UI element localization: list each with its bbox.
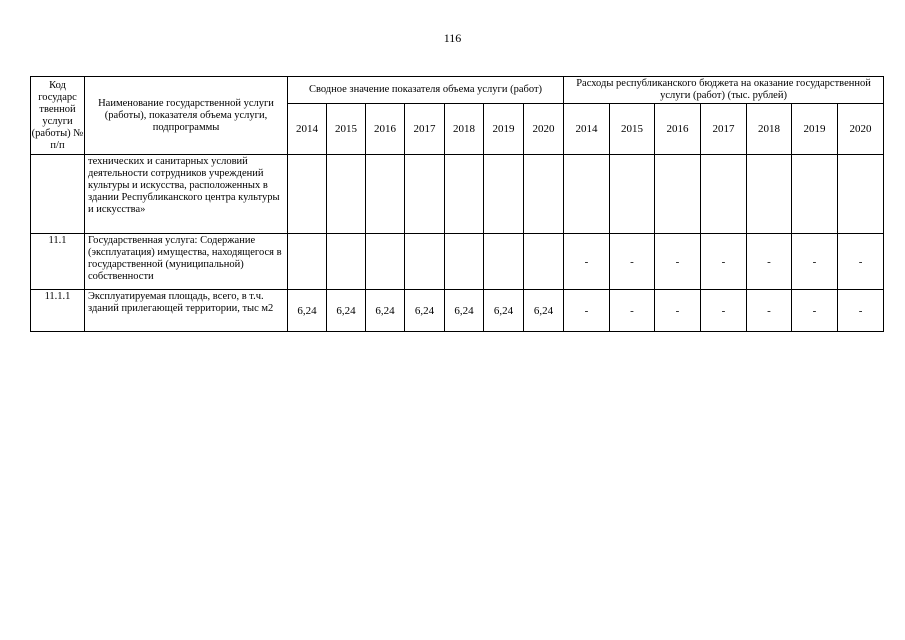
volume-cell <box>366 234 405 290</box>
expense-cell <box>838 155 884 234</box>
header-expense-year: 2015 <box>610 104 655 155</box>
volume-cell: 6,24 <box>327 290 366 332</box>
header-expense-year: 2017 <box>701 104 747 155</box>
volume-cell: 6,24 <box>366 290 405 332</box>
header-volume-group: Сводное значение показателя объема услуги (работ) <box>288 77 564 104</box>
page-number: 116 <box>443 31 462 45</box>
header-expense-year: 2014 <box>564 104 610 155</box>
volume-cell: 6,24 <box>288 290 327 332</box>
expense-cell: - <box>747 234 792 290</box>
expense-cell: - <box>792 290 838 332</box>
expense-cell: - <box>701 234 747 290</box>
header-expense-year: 2020 <box>838 104 884 155</box>
table-row <box>31 234 884 290</box>
expense-cell: - <box>655 290 701 332</box>
expense-cell <box>701 155 747 234</box>
table-row <box>31 155 884 234</box>
expense-cell: - <box>564 234 610 290</box>
volume-cell <box>445 155 484 234</box>
volume-cell: 6,24 <box>405 290 445 332</box>
row-name: Государственная услуга: Содержание (эксплуатация) имущества, находящегося в государственной (муниципальной) собственности <box>85 234 288 290</box>
row-name: Эксплуатируемая площадь, всего, в т.ч. зданий прилегающей территории, тыс м2 <box>85 290 288 332</box>
header-expense-year: 2016 <box>655 104 701 155</box>
header-volume-year: 2018 <box>445 104 484 155</box>
expense-cell: - <box>838 290 884 332</box>
expense-cell: - <box>610 290 655 332</box>
header-volume-year: 2017 <box>405 104 445 155</box>
volume-cell: 6,24 <box>484 290 524 332</box>
volume-cell <box>524 234 564 290</box>
expense-cell: - <box>610 234 655 290</box>
header-expense-year: 2018 <box>747 104 792 155</box>
header-expense-year: 2019 <box>792 104 838 155</box>
volume-cell <box>288 234 327 290</box>
budget-table <box>30 76 884 332</box>
header-expense-group: Расходы республиканского бюджета на оказание государственной услуги (работ) (тыс. рублей) <box>564 77 884 104</box>
volume-cell <box>445 234 484 290</box>
header-volume-year: 2019 <box>484 104 524 155</box>
volume-cell <box>484 234 524 290</box>
header-volume-year: 2020 <box>524 104 564 155</box>
row-name: технических и санитарных условий деятельности сотрудников учреждений культуры и искусства, расположенных в здании Республиканского центра культуры и искусства» <box>85 155 288 234</box>
header-volume-year: 2014 <box>288 104 327 155</box>
expense-cell <box>564 155 610 234</box>
table-row <box>31 290 884 332</box>
expense-cell: - <box>701 290 747 332</box>
volume-cell: 6,24 <box>524 290 564 332</box>
volume-cell <box>327 155 366 234</box>
expense-cell <box>655 155 701 234</box>
header-row-top <box>31 77 884 104</box>
header-volume-year: 2015 <box>327 104 366 155</box>
volume-cell <box>405 234 445 290</box>
volume-cell: 6,24 <box>445 290 484 332</box>
expense-cell: - <box>747 290 792 332</box>
row-code: 11.1.1 <box>31 290 85 332</box>
expense-cell: - <box>655 234 701 290</box>
volume-cell <box>327 234 366 290</box>
volume-cell <box>524 155 564 234</box>
header-name: Наименование государственной услуги (работы), показателя объема услуги, подпрограммы <box>85 77 288 155</box>
expense-cell <box>792 155 838 234</box>
expense-cell <box>747 155 792 234</box>
row-code <box>31 155 85 234</box>
expense-cell: - <box>564 290 610 332</box>
volume-cell <box>484 155 524 234</box>
row-code: 11.1 <box>31 234 85 290</box>
expense-cell: - <box>792 234 838 290</box>
header-volume-year: 2016 <box>366 104 405 155</box>
volume-cell <box>288 155 327 234</box>
expense-cell: - <box>838 234 884 290</box>
expense-cell <box>610 155 655 234</box>
volume-cell <box>405 155 445 234</box>
header-code: Код государс твенной услуги (работы) № п/п <box>31 77 85 155</box>
volume-cell <box>366 155 405 234</box>
